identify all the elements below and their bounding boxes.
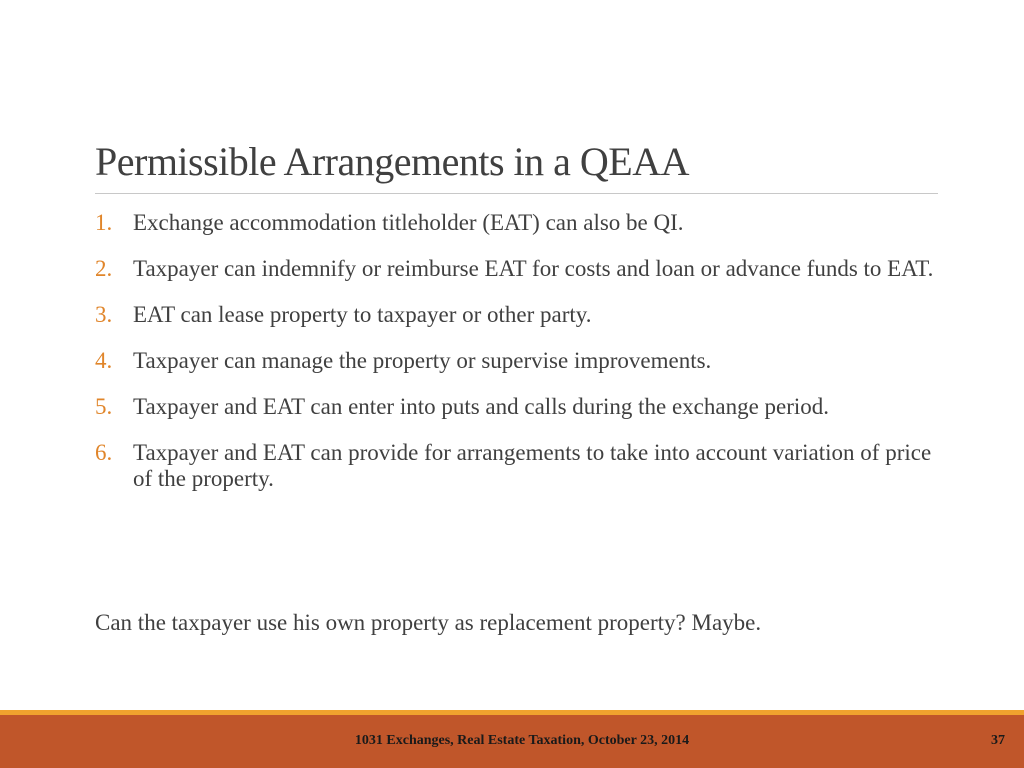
list-item — [95, 440, 935, 492]
list-item — [95, 256, 935, 282]
list-item — [95, 210, 935, 236]
list-item-number: 6. — [95, 440, 113, 465]
list-item-text: Taxpayer can manage the property or supervise improvements. — [133, 348, 712, 373]
list-item-number: 3. — [95, 302, 113, 327]
closing-question: Can the taxpayer use his own property as replacement property? Maybe. — [95, 610, 762, 635]
list-item-number: 1. — [95, 210, 113, 235]
list-item-number: 4. — [95, 348, 113, 373]
list-item-text: Taxpayer and EAT can enter into puts and calls during the exchange period. — [133, 394, 830, 419]
list-item-text: Taxpayer can indemnify or reimburse EAT for costs and loan or advance funds to EAT. — [133, 256, 934, 281]
footer-bar — [0, 715, 1024, 768]
list-item — [95, 394, 935, 420]
slide-title: Permissible Arrangements in a QEAA — [95, 139, 689, 184]
list-item-number: 2. — [95, 256, 113, 281]
footer-caption: 1031 Exchanges, Real Estate Taxation, October 23, 2014 — [354, 733, 690, 748]
title-divider — [95, 193, 938, 194]
arrangement-list — [95, 210, 935, 512]
list-item — [95, 302, 935, 328]
list-item-text: EAT can lease property to taxpayer or other party. — [133, 302, 592, 327]
list-item-text: Taxpayer and EAT can provide for arrangements to take into account variation of price of the property. — [133, 440, 932, 491]
page-number: 37 — [991, 733, 1005, 748]
list-item — [95, 348, 935, 374]
list-item-text: Exchange accommodation titleholder (EAT) can also be QI. — [133, 210, 684, 235]
list-item-number: 5. — [95, 394, 113, 419]
